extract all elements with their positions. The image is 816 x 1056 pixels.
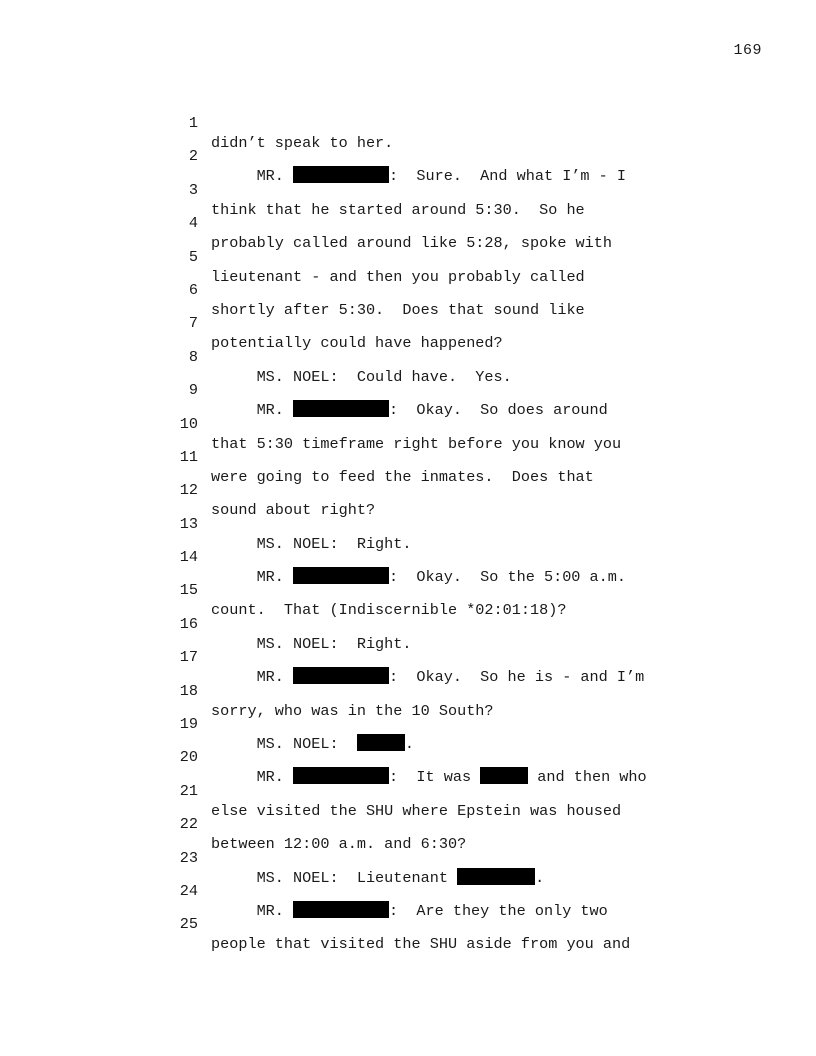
line-text: think that he started around 5:30. So he <box>211 200 585 219</box>
line-number: 7 <box>188 314 198 333</box>
line-text: MS. NOEL: Could have. Yes. <box>211 367 512 386</box>
line-number: 21 <box>179 781 198 800</box>
line-text: lieutenant - and then you probably called <box>211 267 585 286</box>
line-number: 13 <box>179 514 198 533</box>
transcript-line <box>170 828 730 887</box>
transcript-line <box>170 293 730 353</box>
line-text: people that visited the SHU aside from you and <box>211 935 631 954</box>
line-number: 14 <box>179 548 198 567</box>
line-text: MS. NOEL: . <box>211 735 414 754</box>
line-text: MR. : Are they the only two <box>211 901 608 920</box>
transcript-line <box>170 727 730 787</box>
line-number: 12 <box>179 481 198 500</box>
transcript-line <box>170 627 730 687</box>
line-number: 23 <box>179 848 198 867</box>
line-number: 1 <box>188 114 198 132</box>
line-number: 20 <box>179 748 198 767</box>
transcript-line <box>170 661 730 720</box>
line-number: 15 <box>179 581 198 600</box>
line-text: didn’t speak to her. <box>211 134 394 152</box>
line-text: that 5:30 timeframe right before you know you <box>211 434 622 453</box>
line-text: MR. : Sure. And what I’m - I <box>211 167 626 186</box>
transcript-line <box>170 460 730 520</box>
transcript-line <box>170 93 730 152</box>
transcript-line <box>170 894 730 954</box>
line-number: 4 <box>188 214 198 233</box>
line-text: potentially could have happened? <box>211 334 503 353</box>
line-text: probably called around like 5:28, spoke with <box>211 234 613 253</box>
transcript-line <box>170 494 730 553</box>
line-text: MS. NOEL: Lieutenant . <box>211 868 545 887</box>
line-text: MR. : It was and then who <box>211 768 647 787</box>
line-number: 5 <box>188 247 198 266</box>
transcript-line <box>170 394 730 453</box>
transcript-line <box>170 227 730 286</box>
line-number: 24 <box>179 881 198 900</box>
line-text: shortly after 5:30. Does that sound like <box>211 300 585 319</box>
transcript-line <box>170 360 730 420</box>
line-number: 8 <box>188 347 198 366</box>
line-text: MR. : Okay. So the 5:00 a.m. <box>211 568 626 587</box>
line-number: 9 <box>188 381 198 400</box>
transcript-body <box>170 93 730 954</box>
line-text: MS. NOEL: Right. <box>211 634 412 653</box>
line-text: else visited the SHU where Epstein was housed <box>211 801 622 820</box>
transcript-line <box>170 694 730 754</box>
line-number: 11 <box>179 447 198 466</box>
transcript-line <box>170 527 730 587</box>
line-text: MR. : Okay. So he is - and I’m <box>211 668 645 687</box>
line-text: MS. NOEL: Right. <box>211 534 412 553</box>
line-text: were going to feed the inmates. Does that <box>211 467 594 486</box>
transcript-line <box>170 861 730 920</box>
transcript-line <box>170 126 730 186</box>
transcript-line <box>170 560 730 620</box>
line-text: between 12:00 a.m. and 6:30? <box>211 835 467 854</box>
line-number: 25 <box>179 915 198 934</box>
line-number: 17 <box>179 648 198 667</box>
line-text: sorry, who was in the 10 South? <box>211 701 494 720</box>
line-text: count. That (Indiscernible *02:01:18)? <box>211 601 567 620</box>
line-number: 2 <box>188 147 198 166</box>
line-number: 19 <box>179 715 198 734</box>
transcript-line <box>170 794 730 854</box>
line-number: 18 <box>179 681 198 700</box>
line-number: 10 <box>179 414 198 433</box>
line-text: MR. : Okay. So does around <box>211 401 608 420</box>
transcript-line <box>170 427 730 486</box>
line-number: 16 <box>179 614 198 633</box>
transcript-line <box>170 193 730 253</box>
transcript-line <box>170 327 730 386</box>
line-number: 6 <box>188 280 198 299</box>
transcript-line <box>170 160 730 219</box>
line-number: 22 <box>179 815 198 834</box>
transcript-line <box>170 260 730 319</box>
line-text: sound about right? <box>211 501 376 520</box>
transcript-line <box>170 761 730 820</box>
transcript-line <box>170 594 730 653</box>
line-number: 3 <box>188 180 198 199</box>
page-number: 169 <box>733 42 762 59</box>
